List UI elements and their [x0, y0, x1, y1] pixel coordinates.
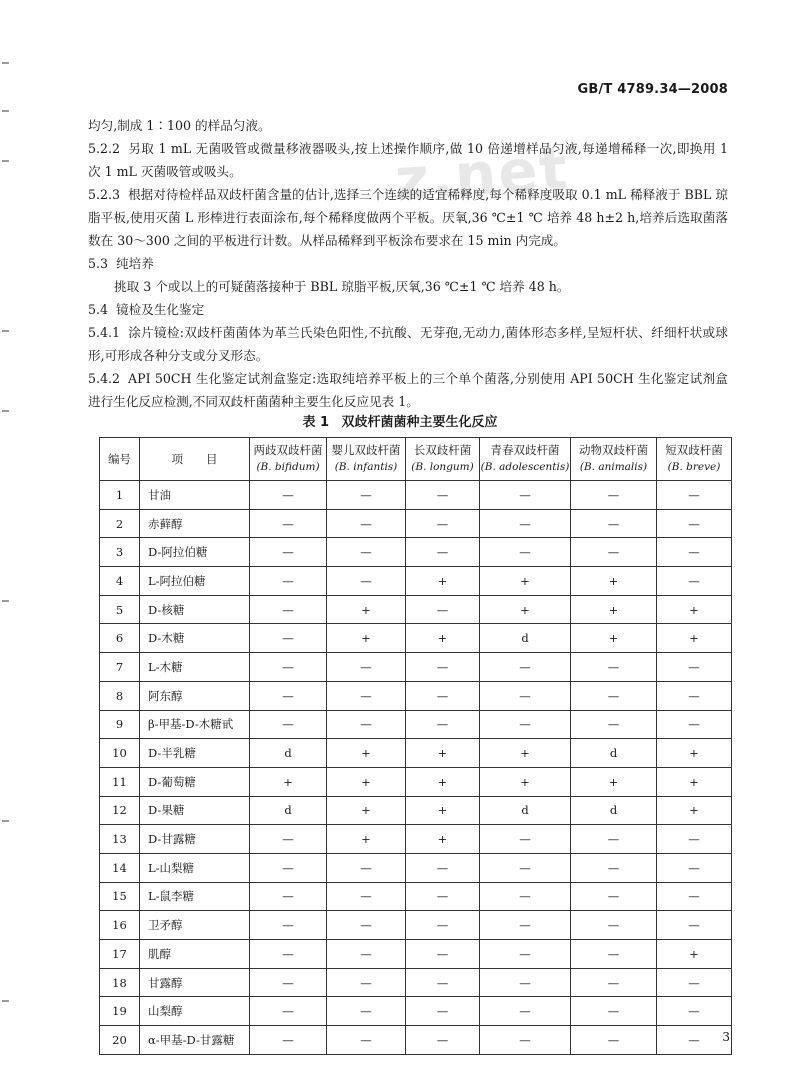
body-paragraph: [88, 114, 728, 137]
reaction-cell: —: [327, 997, 406, 1026]
header-species: [250, 438, 327, 481]
table-row: [100, 481, 732, 510]
reaction-cell: +: [327, 595, 406, 624]
section-number: 5.4: [88, 302, 109, 317]
section-number: 5.4.2: [88, 371, 121, 386]
row-item: D-阿拉伯糖: [140, 538, 250, 567]
reaction-cell: —: [480, 710, 571, 739]
row-number: 5: [100, 595, 140, 624]
reaction-cell: —: [480, 1026, 571, 1055]
reaction-cell: —: [657, 481, 732, 510]
species-name: 动物双歧杆菌: [579, 443, 648, 457]
row-number: 6: [100, 624, 140, 653]
paragraph-text: API 50CH 生化鉴定试剂盒鉴定:选取纯培养平板上的三个单个菌落,分别使用 API 50CH 生化鉴定试剂盒进行生化反应检测,不同双歧杆菌菌种主要生化反应见表 1。: [88, 371, 728, 409]
reaction-cell: —: [406, 653, 480, 682]
body-paragraph: [88, 183, 728, 252]
table-row: [100, 997, 732, 1026]
paragraph-text: 均匀,制成 1∶100 的样品匀液。: [88, 118, 271, 133]
reaction-cell: —: [250, 968, 327, 997]
reaction-cell: +: [571, 767, 657, 796]
reaction-cell: +: [657, 739, 732, 768]
table-row: [100, 653, 732, 682]
reaction-cell: —: [571, 911, 657, 940]
row-item: β-甲基-D-木糖甙: [140, 710, 250, 739]
row-number: 16: [100, 911, 140, 940]
reaction-cell: —: [250, 997, 327, 1026]
species-name: 青春双歧杆菌: [490, 443, 560, 457]
row-item: 甘油: [140, 481, 250, 510]
row-item: D-甘露糖: [140, 825, 250, 854]
page-number: 3: [722, 1030, 730, 1044]
section-number: 5.3: [88, 256, 109, 271]
reaction-cell: —: [406, 997, 480, 1026]
reaction-cell: +: [571, 595, 657, 624]
table-caption-label: 表 1: [302, 415, 330, 430]
reaction-cell: +: [480, 767, 571, 796]
reaction-cell: —: [406, 481, 480, 510]
section-number: 5.2.3: [88, 187, 121, 202]
row-item: α-甲基-D-甘露糖: [140, 1026, 250, 1055]
reaction-cell: —: [250, 624, 327, 653]
body-paragraph: [88, 252, 728, 275]
reaction-cell: —: [657, 653, 732, 682]
table-row: [100, 567, 732, 596]
species-latin-name: (B. bifidum): [256, 461, 320, 473]
row-number: 11: [100, 767, 140, 796]
row-number: 1: [100, 481, 140, 510]
reaction-cell: —: [327, 882, 406, 911]
reaction-cell: +: [480, 567, 571, 596]
header-item: 项 目: [140, 438, 250, 481]
row-number: 7: [100, 653, 140, 682]
reaction-cell: —: [250, 940, 327, 969]
reaction-cell: —: [250, 653, 327, 682]
body-paragraph: [88, 321, 728, 367]
reaction-cell: —: [327, 509, 406, 538]
reaction-cell: —: [250, 1026, 327, 1055]
reaction-cell: +: [657, 796, 732, 825]
paragraph-text: 纯培养: [116, 256, 154, 271]
reaction-cell: —: [250, 710, 327, 739]
reaction-cell: —: [480, 825, 571, 854]
reaction-cell: —: [406, 882, 480, 911]
header-species: [480, 438, 571, 481]
species-latin-name: (B. adolescentis): [480, 461, 570, 473]
reaction-cell: —: [250, 825, 327, 854]
reaction-cell: d: [250, 796, 327, 825]
table-row: [100, 796, 732, 825]
row-number: 4: [100, 567, 140, 596]
section-number: 5.2.2: [88, 141, 121, 156]
row-number: 14: [100, 853, 140, 882]
reaction-cell: —: [480, 968, 571, 997]
reaction-cell: —: [480, 940, 571, 969]
reaction-cell: —: [571, 509, 657, 538]
section-number: 5.4.1: [88, 325, 121, 340]
reaction-cell: +: [657, 940, 732, 969]
reaction-cell: d: [571, 739, 657, 768]
row-item: L-阿拉伯糖: [140, 567, 250, 596]
reaction-cell: —: [480, 538, 571, 567]
header-species: [657, 438, 732, 481]
row-item: L-木糖: [140, 653, 250, 682]
reaction-cell: —: [657, 538, 732, 567]
paragraph-text: 根据对待检样品双歧杆菌含量的估计,选择三个连续的适宜稀释度,每个稀释度吸取 0.1 mL 稀释液于 BBL 琼脂平板,使用灭菌 L 形棒进行表面涂布,每个稀释度做两个平板。厌氧,36 ℃±1 ℃ 培养 48 h±2 h,培养后选取菌落数在 30～300 之间的平板进行计数。从样品稀释到平板涂布要求在 15 min 内完成。: [88, 187, 728, 248]
header-species: [327, 438, 406, 481]
reaction-cell: —: [406, 1026, 480, 1055]
row-item: 卫矛醇: [140, 911, 250, 940]
table-row: [100, 595, 732, 624]
header-number: 编号: [100, 438, 140, 481]
table-row: [100, 710, 732, 739]
reaction-cell: —: [406, 853, 480, 882]
species-name: 短双歧杆菌: [665, 443, 723, 457]
row-number: 10: [100, 739, 140, 768]
row-item: D-半乳糖: [140, 739, 250, 768]
table-row: [100, 509, 732, 538]
reaction-cell: +: [406, 739, 480, 768]
reaction-cell: d: [480, 796, 571, 825]
table-row: [100, 882, 732, 911]
reaction-cell: +: [327, 825, 406, 854]
table-caption: [0, 411, 800, 430]
reaction-cell: —: [327, 567, 406, 596]
reaction-cell: —: [250, 681, 327, 710]
table-row: [100, 681, 732, 710]
reaction-cell: +: [571, 567, 657, 596]
reaction-cell: —: [327, 481, 406, 510]
body-text: [88, 114, 728, 413]
row-number: 9: [100, 710, 140, 739]
row-number: 8: [100, 681, 140, 710]
row-item: D-葡萄糖: [140, 767, 250, 796]
table-header-row: [100, 438, 732, 481]
reaction-cell: —: [250, 567, 327, 596]
reaction-cell: —: [250, 853, 327, 882]
row-number: 3: [100, 538, 140, 567]
body-paragraph: [88, 137, 728, 183]
reaction-cell: —: [327, 911, 406, 940]
reaction-cell: —: [571, 538, 657, 567]
reaction-cell: —: [250, 509, 327, 538]
binding-marks: [2, 0, 12, 1090]
reaction-cell: —: [327, 653, 406, 682]
reaction-cell: +: [406, 796, 480, 825]
reaction-cell: —: [406, 595, 480, 624]
row-number: 17: [100, 940, 140, 969]
reaction-cell: +: [327, 624, 406, 653]
reaction-cell: —: [657, 1026, 732, 1055]
reaction-cell: —: [657, 681, 732, 710]
row-number: 19: [100, 997, 140, 1026]
reaction-cell: +: [327, 739, 406, 768]
reaction-cell: +: [406, 624, 480, 653]
table-row: [100, 538, 732, 567]
table-body: [100, 481, 732, 1055]
reaction-cell: —: [657, 882, 732, 911]
reaction-cell: —: [657, 710, 732, 739]
reaction-cell: —: [480, 653, 571, 682]
reaction-cell: —: [406, 681, 480, 710]
reaction-cell: —: [406, 538, 480, 567]
reaction-cell: —: [571, 653, 657, 682]
reaction-cell: +: [327, 796, 406, 825]
table-row: [100, 911, 732, 940]
reaction-cell: —: [571, 681, 657, 710]
species-name: 长双歧杆菌: [413, 443, 472, 457]
row-item: D-木糖: [140, 624, 250, 653]
paragraph-text: 另取 1 mL 无菌吸管或微量移液器吸头,按上述操作顺序,做 10 倍递增样品匀液,每递增稀释一次,即换用 1 次 1 mL 灭菌吸管或吸头。: [88, 141, 728, 179]
row-number: 20: [100, 1026, 140, 1055]
reaction-cell: —: [571, 825, 657, 854]
reaction-cell: —: [327, 968, 406, 997]
reaction-cell: +: [480, 739, 571, 768]
reaction-cell: —: [480, 997, 571, 1026]
reaction-cell: d: [250, 739, 327, 768]
row-item: 山梨醇: [140, 997, 250, 1026]
row-item: D-核糖: [140, 595, 250, 624]
reaction-cell: —: [327, 681, 406, 710]
reaction-cell: +: [406, 567, 480, 596]
reaction-cell: +: [250, 767, 327, 796]
reaction-cell: +: [657, 595, 732, 624]
reaction-cell: +: [406, 825, 480, 854]
row-number: 12: [100, 796, 140, 825]
reaction-cell: —: [327, 710, 406, 739]
reaction-cell: —: [571, 481, 657, 510]
species-latin-name: (B. breve): [667, 461, 721, 473]
reaction-cell: —: [327, 853, 406, 882]
paragraph-text: 挑取 3 个或以上的可疑菌落接种于 BBL 琼脂平板,厌氧,36 ℃±1 ℃ 培养 48 h。: [114, 279, 570, 294]
reaction-cell: +: [657, 624, 732, 653]
table-row: [100, 940, 732, 969]
row-item: 甘露醇: [140, 968, 250, 997]
table-row: [100, 825, 732, 854]
reaction-cell: d: [571, 796, 657, 825]
reaction-cell: —: [571, 882, 657, 911]
reaction-cell: —: [250, 595, 327, 624]
reaction-cell: —: [406, 968, 480, 997]
watermark: z.net: [392, 134, 572, 214]
table-row: [100, 853, 732, 882]
reaction-cell: —: [327, 1026, 406, 1055]
reaction-cell: —: [571, 853, 657, 882]
row-item: L-山梨糖: [140, 853, 250, 882]
reaction-cell: d: [480, 624, 571, 653]
reaction-cell: +: [406, 767, 480, 796]
row-item: 肌醇: [140, 940, 250, 969]
table-row: [100, 767, 732, 796]
row-number: 13: [100, 825, 140, 854]
reaction-cell: —: [406, 911, 480, 940]
paragraph-text: 镜检及生化鉴定: [116, 302, 205, 317]
reaction-cell: —: [657, 911, 732, 940]
row-number: 2: [100, 509, 140, 538]
reaction-cell: —: [327, 940, 406, 969]
reaction-cell: —: [406, 509, 480, 538]
species-name: 两歧双歧杆菌: [253, 443, 323, 457]
standard-number: GB/T 4789.34—2008: [577, 82, 728, 97]
row-item: D-果糖: [140, 796, 250, 825]
reaction-cell: +: [657, 767, 732, 796]
row-number: 18: [100, 968, 140, 997]
row-item: 赤藓醇: [140, 509, 250, 538]
row-item: L-鼠李糖: [140, 882, 250, 911]
table-row: [100, 739, 732, 768]
reaction-cell: —: [657, 997, 732, 1026]
reaction-cell: —: [327, 538, 406, 567]
body-paragraph: [88, 367, 728, 413]
header-species: [571, 438, 657, 481]
table-caption-title: 双歧杆菌菌种主要生化反应: [341, 415, 498, 430]
reaction-cell: +: [480, 595, 571, 624]
reaction-cell: —: [406, 710, 480, 739]
reaction-cell: —: [250, 882, 327, 911]
reaction-cell: —: [406, 940, 480, 969]
row-number: 15: [100, 882, 140, 911]
reaction-cell: —: [657, 968, 732, 997]
table-row: [100, 968, 732, 997]
header-species: [406, 438, 480, 481]
reaction-cell: +: [571, 624, 657, 653]
paragraph-text: 涂片镜检:双歧杆菌菌体为革兰氏染色阳性,不抗酸、无芽孢,无动力,菌体形态多样,呈短杆状、纤细杆状或球形,可形成各种分支或分叉形态。: [88, 325, 728, 363]
body-paragraph: [88, 275, 728, 298]
reaction-cell: —: [250, 911, 327, 940]
species-latin-name: (B. infantis): [334, 461, 398, 473]
reaction-cell: —: [480, 481, 571, 510]
reaction-cell: —: [250, 538, 327, 567]
reaction-cell: —: [657, 825, 732, 854]
body-paragraph: [88, 298, 728, 321]
species-latin-name: (B. longum): [411, 461, 474, 473]
reaction-cell: —: [480, 681, 571, 710]
reaction-cell: +: [327, 767, 406, 796]
biochemical-reaction-table: [99, 437, 732, 1055]
row-item: 阿东醇: [140, 681, 250, 710]
reaction-cell: —: [657, 567, 732, 596]
species-name: 婴儿双歧杆菌: [331, 443, 401, 457]
reaction-cell: —: [571, 1026, 657, 1055]
species-latin-name: (B. animalis): [579, 461, 648, 473]
reaction-cell: —: [571, 710, 657, 739]
reaction-cell: —: [657, 853, 732, 882]
table-row: [100, 1026, 732, 1055]
reaction-cell: —: [571, 968, 657, 997]
reaction-cell: —: [571, 997, 657, 1026]
reaction-cell: —: [250, 481, 327, 510]
reaction-cell: —: [480, 509, 571, 538]
reaction-cell: —: [480, 853, 571, 882]
reaction-cell: —: [657, 509, 732, 538]
reaction-cell: —: [571, 940, 657, 969]
reaction-cell: —: [480, 882, 571, 911]
table-row: [100, 624, 732, 653]
reaction-cell: —: [480, 911, 571, 940]
